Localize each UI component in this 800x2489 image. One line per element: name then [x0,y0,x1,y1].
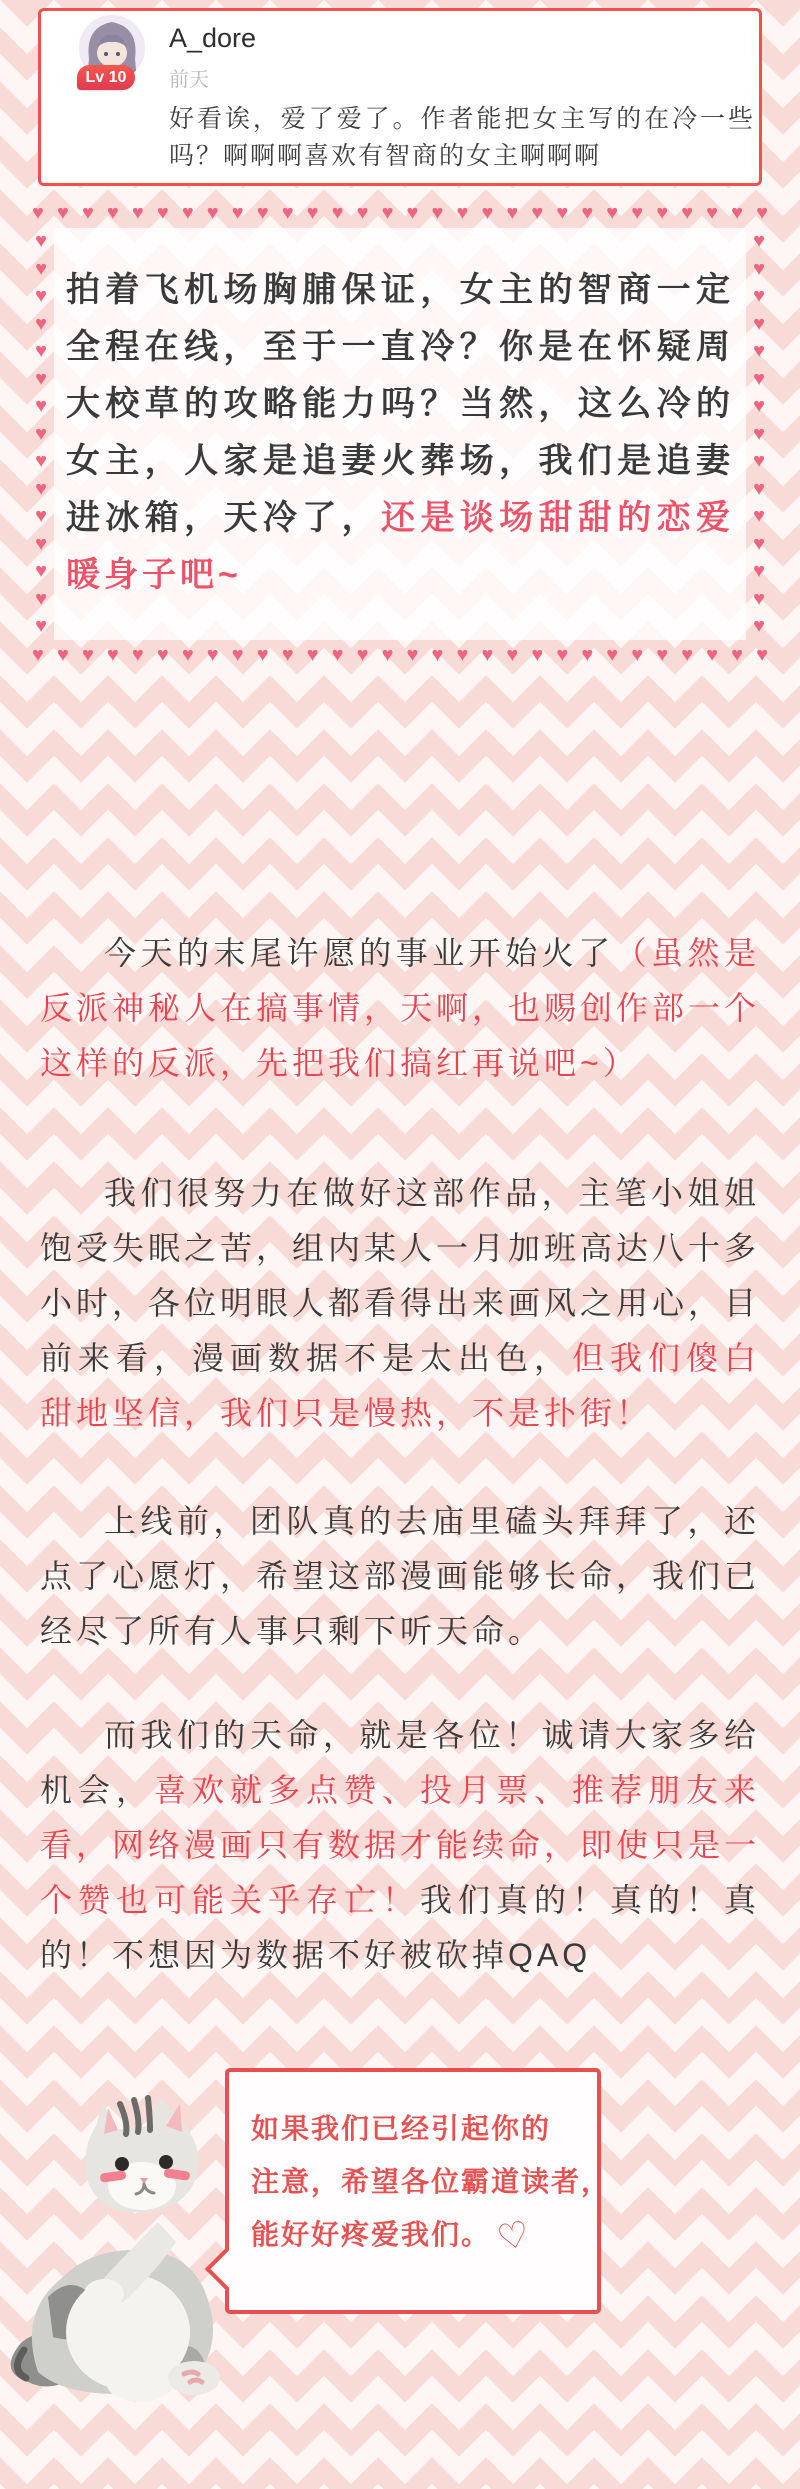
heart-icon: ♥ [753,477,765,500]
heart-icon: ♥ [256,644,269,666]
heart-icon: ♥ [331,644,344,666]
heart-icon: ♥ [381,202,394,224]
heart-icon: ♥ [753,505,765,527]
heart-icon: ♥ [131,644,144,666]
announcement-text [40,926,760,2043]
speech-bubble [225,2068,612,2314]
heart-icon: ♥ [431,644,444,666]
heart-icon: ♥ [631,202,644,224]
heart-icon: ♥ [456,202,469,224]
heart-icon: ♥ [706,202,719,224]
heart-icon: ♥ [56,202,69,224]
heart-icon: ♥ [481,644,494,666]
username[interactable]: A_dore [169,23,257,53]
speech-bubble-lines [251,2102,612,2262]
heart-icon: ♥ [35,505,47,527]
heart-icon: ♥ [35,257,47,280]
heart-icon: ♥ [81,202,94,224]
heart-icon: ♥ [306,644,319,666]
speech-bubble-line: 能好好疼爱我们。♡ [251,2208,575,2262]
heart-icon: ♥ [356,644,369,666]
heart-icon: ♥ [531,644,544,666]
heart-icon: ♥ [753,587,765,610]
heart-icon: ♥ [506,644,519,666]
heart-icon: ♥ [431,202,444,224]
heart-icon: ♥ [756,202,768,224]
heart-icon: ♥ [656,202,669,224]
heart-icon: ♥ [631,644,644,666]
heart-icon: ♥ [35,532,47,555]
hearts-border-bottom [30,642,770,668]
heart-icon: ♥ [106,202,119,224]
heart-icon: ♥ [681,644,694,666]
heart-icon: ♥ [506,202,519,224]
heart-icon: ♥ [606,644,619,666]
heart-icon: ♥ [35,477,47,500]
heart-icon: ♥ [753,312,765,335]
announcement-paragraph: 今天的末尾许愿的事业开始火了（虽然是反派神秘人在搞事情，天啊，也赐创作部一个这样的反派，先把我们搞红再说吧~） [40,935,761,1081]
heart-icon: ♥ [753,340,765,362]
heart-icon: ♥ [35,587,47,610]
reply-panel [54,228,746,640]
heart-icon: ♥ [753,367,765,390]
heart-icon: ♥ [35,450,47,472]
heart-icon: ♥ [753,532,765,555]
heart-icon: ♥ [106,644,119,666]
heart-icon: ♥ [206,644,219,666]
heart-icon: ♥ [81,644,94,666]
heart-icon: ♥ [156,202,169,224]
heart-icon: ♥ [281,202,294,224]
heart-icon: ♥ [206,202,219,224]
comment-card [38,8,762,186]
heart-icon: ♥ [706,644,719,666]
timestamp: 前天 [169,69,209,91]
heart-icon: ♥ [556,202,569,224]
heart-icon: ♥ [35,615,47,637]
cat-image [8,2082,248,2417]
heart-icon: ♥ [56,644,69,666]
heart-icon: ♥ [731,202,743,224]
heart-icon: ♥ [356,202,369,224]
heart-icon: ♥ [35,395,47,417]
heart-icon: ♥ [656,644,669,666]
heart-icon: ♥ [581,644,594,666]
heart-icon: ♥ [731,644,743,666]
heart-icon: ♥ [231,202,244,224]
heart-icon: ♥ [35,560,47,582]
heart-icon: ♥ [753,560,765,582]
heart-icon: ♥ [753,395,765,417]
announcement-paragraph: 而我们的天命，就是各位！诚请大家多给机会，喜欢就多点赞、投月票、推荐朋友来看，网络漫画只有数据才能续命，即使只是一个赞也可能关乎存亡！我们真的！真的！真的！不想因为数据不好被砍掉QAQ [40,1717,761,1973]
heart-icon: ♥ [581,202,594,224]
heart-icon: ♥ [181,202,194,224]
heart-icon: ♥ [681,202,694,224]
speech-bubble-line: 如果我们已经引起你的 [251,2113,552,2144]
heart-outline-icon: ♡ [493,2211,536,2260]
heart-icon: ♥ [753,422,765,445]
announcement-paragraph: 上线前，团队真的去庙里磕头拜拜了，还点了心愿灯，希望这部漫画能够长命，我们已经尽了所有人事只剩下听天命。 [40,1503,761,1649]
heart-icon: ♥ [753,257,765,280]
heart-icon: ♥ [556,644,569,666]
heart-icon: ♥ [531,202,544,224]
reply-text: 拍着飞机场胸脯保证，女主的智商一定全程在线，至于一直冷？你是在怀疑周大校草的攻略能力吗？当然，这么冷的女主，人家是追妻火葬场，我们是追妻进冰箱，天冷了，还是谈场甜甜的恋爱暖身子吧~ [66,271,734,594]
heart-icon: ♥ [753,230,765,252]
heart-icon: ♥ [131,202,144,224]
heart-icon: ♥ [35,230,47,252]
heart-icon: ♥ [32,644,44,666]
heart-icon: ♥ [753,615,765,637]
heart-icon: ♥ [406,202,419,224]
heart-icon: ♥ [35,422,47,445]
heart-icon: ♥ [456,644,469,666]
speech-bubble-line: 注意，希望各位霸道读者， [251,2166,612,2197]
level-badge: Lv 10 [77,65,135,90]
reply-heart-box [30,200,770,668]
heart-icon: ♥ [181,644,194,666]
heart-icon: ♥ [381,644,394,666]
comment-text: 好看诶，爱了爱了。作者能把女主写的在冷一些吗？啊啊啊喜欢有智商的女主啊啊啊 [169,105,755,170]
hearts-border-top [30,200,770,226]
heart-icon: ♥ [753,285,765,307]
heart-icon: ♥ [231,644,244,666]
announcement-paragraph: 我们很努力在做好这部作品，主笔小姐姐饱受失眠之苦，组内某人一月加班高达八十多小时，各位明眼人都看得出来画风之用心，目前来看，漫画数据不是太出色，但我们傻白甜地坚信，我们只是慢热，不是扑街！ [40,1175,761,1431]
heart-icon: ♥ [331,202,344,224]
heart-icon: ♥ [281,644,294,666]
heart-icon: ♥ [306,202,319,224]
heart-icon: ♥ [756,644,768,666]
hearts-border-left [30,230,52,638]
heart-icon: ♥ [35,285,47,307]
heart-icon: ♥ [156,644,169,666]
heart-icon: ♥ [35,312,47,335]
hearts-border-right [748,230,770,638]
heart-icon: ♥ [606,202,619,224]
heart-icon: ♥ [35,340,47,362]
heart-icon: ♥ [256,202,269,224]
heart-icon: ♥ [32,202,44,224]
heart-icon: ♥ [753,450,765,472]
heart-icon: ♥ [406,644,419,666]
heart-icon: ♥ [481,202,494,224]
heart-icon: ♥ [35,367,47,390]
